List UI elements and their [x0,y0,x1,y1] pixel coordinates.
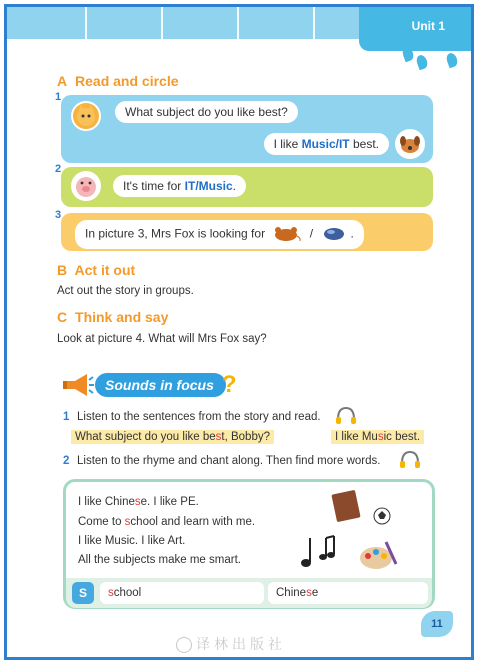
statement-text-post: . [350,226,354,241]
rhyme-line [78,516,255,528]
splash-decoration [445,52,459,69]
step-number: 2 [63,455,70,467]
item-number: 1 [55,91,62,103]
sentence-text: I like Mu [335,431,378,443]
page-number: 11 [421,611,453,637]
section-c-title [57,309,168,325]
word-cell-school [100,582,264,604]
section-b-text: Act out the story in groups. [57,285,194,297]
statement-bubble [75,220,364,249]
rhyme-text: e. I like PE. [140,496,199,508]
item-number: 2 [55,163,62,175]
target-sound-letter: s [377,431,384,443]
header-divider [237,7,239,39]
step-number: 1 [63,411,70,423]
sounds-banner [61,371,242,399]
publisher-mark [176,634,286,654]
toy-mouse-icon[interactable] [272,224,302,245]
megaphone-icon [61,372,95,398]
unit-tab [359,7,471,51]
option-it[interactable]: IT [338,137,350,151]
answer-bubble [264,133,389,155]
header-divider [85,7,87,39]
header-divider [161,7,163,39]
step-1-instruction: Listen to the sentences from the story and read. [77,411,321,423]
step-2-instruction: Listen to the rhyme and chant along. Then find more words. [77,455,381,467]
dialog-row-1 [55,91,433,163]
computer-mouse-icon[interactable] [320,225,346,244]
item-number: 3 [55,209,62,221]
rhyme-line: All the subjects make me smart. [78,554,241,566]
statement-text-post: . [232,179,237,193]
option-slash: / [195,179,199,193]
sound-badge: S [72,582,94,604]
target-sound-letter: s [134,496,141,508]
word-text: Chine [276,587,307,599]
question-mark-icon: ? [221,371,237,398]
statement-bubble [113,175,246,197]
splash-decoration [415,54,429,71]
section-letter: B [57,262,68,278]
publisher-logo-icon [176,637,192,653]
statement-text-pre: In picture 3, Mrs Fox is looking for [85,226,266,241]
unit-label: Unit 1 [411,19,445,33]
question-bubble [115,101,298,123]
section-letter: C [57,309,68,325]
headphones-icon[interactable] [399,449,421,469]
word-cell-chinese [268,582,428,604]
target-sound-letter: s [108,587,114,599]
option-music[interactable]: Music [301,137,336,151]
page-frame [4,4,474,660]
word-text: chool [113,587,142,599]
section-title-text: Act it out [74,262,136,278]
section-a-title [57,73,179,89]
answer-text-pre: I like [273,137,302,151]
section-c-text: Look at picture 4. What will Mrs Fox say? [57,333,267,345]
pe-sports-icon [330,488,400,533]
sentence-text: ic best. [383,431,421,443]
sounds-banner-label: Sounds in focus [95,373,226,397]
target-sound-letter: s [306,587,312,599]
pig-avatar [71,171,101,201]
headphones-icon[interactable] [335,405,357,425]
art-palette-icon [356,538,400,577]
header-divider [313,7,315,39]
sentence-text: What subject do you like be [75,431,216,443]
rhyme-text: Come to [78,516,125,528]
word-text: e [311,587,319,599]
cat-avatar [71,101,101,131]
option-slash: / [335,137,339,151]
rhyme-box [63,479,435,609]
rhyme-line [78,496,199,508]
option-slash: / [309,226,314,241]
target-sound-letter: s [215,431,222,443]
answer-text-post: best. [349,137,379,151]
statement-text-pre: It's time for [123,179,185,193]
question-text: What subject do you like best? [125,105,288,119]
option-it[interactable]: IT [184,179,196,193]
section-letter: A [57,73,68,89]
target-sound-letter: s [124,516,131,528]
rhyme-text: chool and learn with me. [130,516,256,528]
word-bar [66,578,432,608]
highlighted-sentence [331,430,424,444]
rhyme-text: I like Chine [78,496,135,508]
option-music[interactable]: Music [198,179,233,193]
section-b-title [57,262,135,278]
section-title-text: Read and circle [75,73,179,89]
highlighted-sentence [71,430,274,444]
sentence-text: t, Bobby? [221,431,270,443]
dialog-row-3 [55,209,433,251]
music-notes-icon [298,532,342,577]
dialog-row-2 [55,163,433,207]
section-title-text: Think and say [75,309,169,325]
publisher-name: 译林出版社 [196,637,286,653]
dog-avatar [395,129,425,159]
rhyme-line: I like Music. I like Art. [78,535,186,547]
